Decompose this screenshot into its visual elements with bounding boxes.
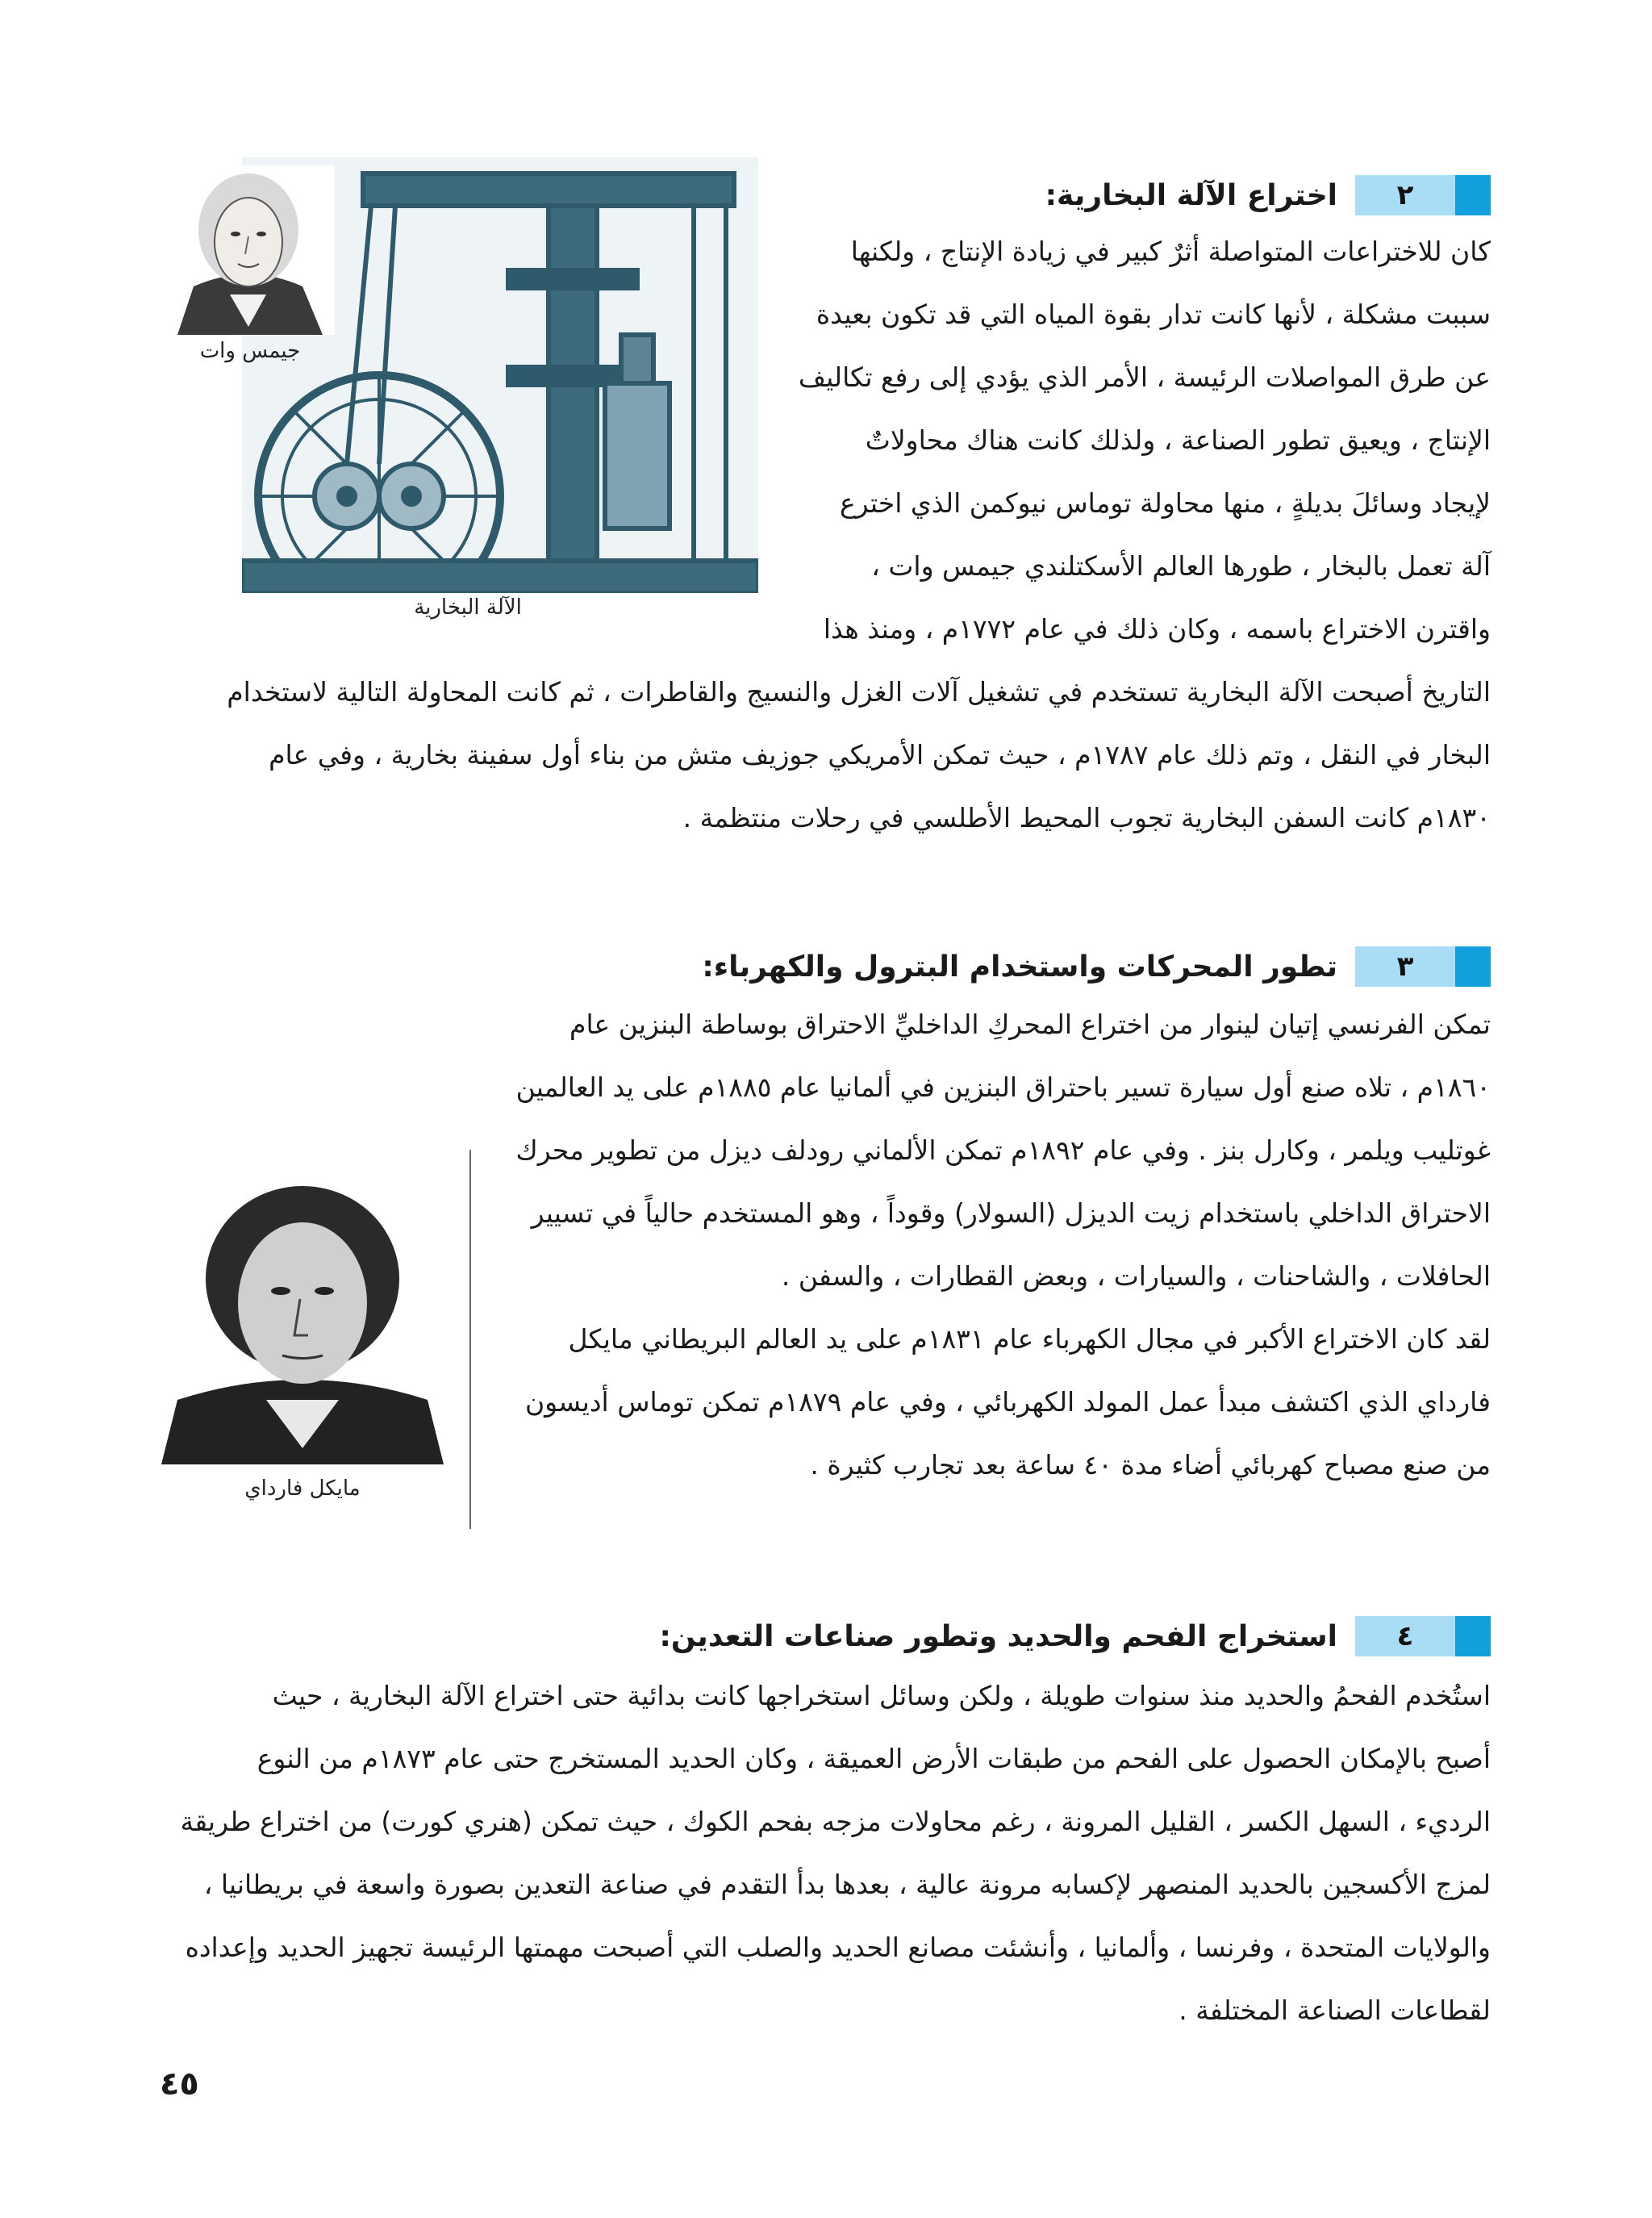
section-number: ٤ <box>1396 1620 1414 1652</box>
paragraph-line: أصبح بالإمكان الحصول على الفحم من طبقات الأرض العميقة ، وكان الحديد المستخرج حتى عام ١٨٧٣م من النوع <box>257 1743 1491 1774</box>
section-number-badge <box>1355 175 1491 215</box>
paragraph-line: غوتليب ويلمر ، وكارل بنز . وفي عام ١٨٩٢م تمكن الألماني رودلف ديزل من تطوير محرك <box>515 1134 1491 1166</box>
section-4-heading <box>660 1615 1491 1657</box>
section-number-badge <box>1355 1616 1491 1656</box>
paragraph-line: البخار في النقل ، وتم ذلك عام ١٧٨٧م ، حيث تمكن الأمريكي جوزيف متش من بناء أول سفينة بخارية ، وفي عام <box>269 739 1491 771</box>
paragraph-line: الحافلات ، والشاحنات ، والسيارات ، وبعض القطارات ، والسفن . <box>781 1260 1491 1292</box>
badge-accent-block <box>1455 175 1491 215</box>
figure-divider-line <box>469 1150 471 1529</box>
page-number: ٤٥ <box>160 2066 199 2103</box>
section-title: استخراج الفحم والحديد وتطور صناعات التعدين: <box>659 1619 1337 1653</box>
paragraph-line: لقد كان الاختراع الأكبر في مجال الكهرباء عام ١٨٣١م على يد العالم البريطاني مايكل <box>568 1323 1491 1355</box>
badge-accent-block <box>1455 1616 1491 1656</box>
james-watt-portrait <box>161 165 335 335</box>
paragraph-line: الاحتراق الداخلي باستخدام زيت الديزل (السولار) وقوداً ، وهو المستخدم حالياً في تسيير <box>531 1197 1491 1229</box>
badge-accent-block <box>1455 946 1491 987</box>
paragraph-line: التاريخ أصبحت الآلة البخارية تستخدم في تشغيل آلات الغزل والنسيج والقاطرات ، ثم كانت المحاولة التالية لاستخدام <box>227 676 1491 708</box>
paragraph-line: تمكن الفرنسي إتيان لينوار من اختراع المحركِ الداخليِّ الاحتراق بوساطة البنزين عام <box>569 1009 1491 1040</box>
paragraph-line: كان للاختراعات المتواصلة أثرٌ كبير في زيادة الإنتاج ، ولكنها <box>850 236 1491 267</box>
faraday-drawing <box>161 1182 444 1464</box>
paragraph-line: الرديء ، السهل الكسر ، القليل المرونة ، رغم محاولات مزجه بفحم الكوك ، حيث تمكن (هنري كورت) من اختراع طريقة <box>180 1806 1491 1837</box>
section-number-badge <box>1355 946 1491 987</box>
paragraph-line: عن طرق المواصلات الرئيسة ، الأمر الذي يؤدي إلى رفع تكاليف <box>798 361 1491 393</box>
steam-engine-caption: الآلة البخارية <box>414 595 522 620</box>
paragraph-line: لمزج الأكسجين بالحديد المنصهر لإكسابه مرونة عالية ، بعدها بدأ التقدم في صناعة التعدين بصورة واسعة في بريطانيا ، <box>203 1869 1491 1900</box>
section-title: تطور المحركات واستخدام البترول والكهرباء: <box>702 950 1337 984</box>
paragraph-line: ١٨٣٠م كانت السفن البخارية تجوب المحيط الأطلسي في رحلات منتظمة . <box>682 802 1491 833</box>
paragraph-line: من صنع مصباح كهربائي أضاء مدة ٤٠ ساعة بعد تجارب كثيرة . <box>810 1449 1491 1481</box>
paragraph-line: لإيجاد وسائلَ بديلةٍ ، منها محاولة توماس نيوكمن الذي اخترع <box>839 487 1491 519</box>
section-2-heading <box>1045 174 1491 216</box>
james-watt-drawing <box>161 165 335 335</box>
paragraph-line: والولايات المتحدة ، وفرنسا ، وألمانيا ، وأنشئت مصانع الحديد والصلب التي أصبحت مهمتها الرئيسة تجهيز الحديد وإعداده <box>185 1932 1491 1963</box>
paragraph-line: ١٨٦٠م ، تلاه صنع أول سيارة تسير باحتراق البنزين في ألمانيا عام ١٨٨٥م على يد العالمين <box>515 1071 1491 1103</box>
paragraph-line: فارداي الذي اكتشف مبدأ عمل المولد الكهربائي ، وفي عام ١٨٧٩م تمكن توماس أديسون <box>524 1386 1491 1418</box>
james-watt-caption: جيمس وات <box>199 339 301 363</box>
section-number: ٣ <box>1396 950 1414 983</box>
paragraph-line: سببت مشكلة ، لأنها كانت تدار بقوة المياه التي قد تكون بعيدة <box>816 299 1491 330</box>
paragraph-line: استُخدم الفحمُ والحديد منذ سنوات طويلة ، ولكن وسائل استخراجها كانت بدائية حتى اختراع الآلة البخارية ، حيث <box>272 1680 1491 1711</box>
section-title: اختراع الآلة البخارية: <box>1045 178 1337 212</box>
michael-faraday-portrait <box>161 1182 444 1464</box>
michael-faraday-caption: مايكل فارداي <box>244 1477 361 1501</box>
section-3-heading <box>702 946 1491 988</box>
section-number: ٢ <box>1396 179 1414 211</box>
paragraph-line: واقترن الاختراع باسمه ، وكان ذلك في عام ١٧٧٢م ، ومنذ هذا <box>823 613 1491 645</box>
paragraph-line: لقطاعات الصناعة المختلفة . <box>1179 1995 1491 2026</box>
paragraph-line: آلة تعمل بالبخار ، طورها العالم الأسكتلندي جيمس وات ، <box>871 550 1491 582</box>
paragraph-line: الإنتاج ، ويعيق تطور الصناعة ، ولذلك كانت هناك محاولاتٌ <box>865 424 1491 456</box>
